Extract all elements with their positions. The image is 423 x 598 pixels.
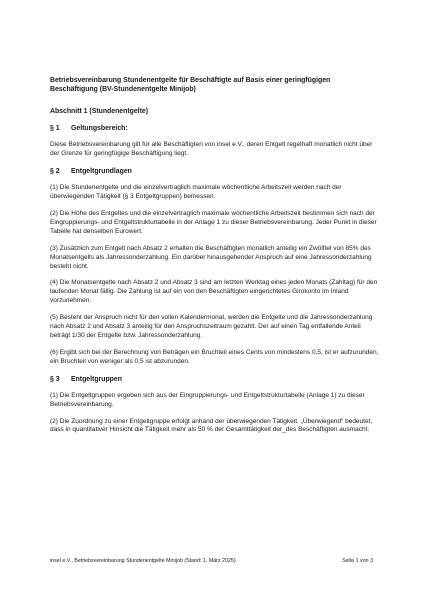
document-body bbox=[50, 76, 380, 443]
page-footer bbox=[50, 558, 373, 565]
footer-document-info: insel e.V., Betriebsvereinbarung Stundenentgelte Minijob (Stand: 1. März 2025) bbox=[50, 558, 236, 564]
section-title: Entgeltgruppen bbox=[71, 375, 122, 383]
paragraph: (3) Zusätzlich zum Entgelt nach Absatz 2 erhalten die Beschäftigten monatlich anteilig ein Zwölftel von 85% des Monatsentgelts als Jahressonderzahlung. Ein darüber hinausgehender Anspruch auf eine Jahressonderzahlung besteht nicht. bbox=[50, 244, 372, 270]
section-heading-1 bbox=[50, 124, 380, 133]
paragraph: (1) Die Entgeltgruppen ergeben sich aus der Eingruppierungs- und Entgeltstrukturtabelle (Anlage 1) zu dieser Betriebsvereinbarung. bbox=[50, 391, 365, 408]
paragraph: (2) Die Höhe des Entgeltes und die einzelvertraglich maximale wöchentliche Arbeitszeit bestimmen sich nach der Eingruppierungs- und Entgeltstrukturtabelle in der Anlage 1 zu dieser Betriebsvereinbarung. Jeder Punkt in dieser Tabelle hat denselben Eurowert. bbox=[50, 210, 377, 235]
paragraph: (5) Besteht der Anspruch nicht für den vollen Kalendermonat, werden die Entgelte und die Jahressonderzahlung nach Absatz 2 und Absatz 3 anteilig für den Anspruchszeitraum gezahlt. Der auf einen Tag entfallende Anteil beträgt 1/30 der Entgelte bzw. Jahressonderzahlung. bbox=[50, 314, 373, 339]
section-heading-3 bbox=[50, 375, 380, 384]
footer-page-number: Seite 1 von 3 bbox=[342, 558, 373, 564]
paragraph: (6) Ergibt sich bei der Berechnung von Beträgen ein Bruchteil eines Cents von mindestens 0,5, ist er aufzurunden, ein Bruchteil von weniger als 0,5 ist abzurunden. bbox=[50, 348, 379, 365]
paragraph: (2) Die Zuordnung zu einer Entgeltgruppe erfolgt anhand der überwiegenden Tätigkeit. „Überwiegend“ bedeutet, dass in quantitativer Hinsicht die Tätigkeit mehr als 50 % der Gesamttätigkeit der_des Beschäftigten ausmacht. bbox=[50, 417, 373, 434]
document-title: Betriebsvereinbarung Stundenentgelte für Beschäftigte auf Basis einer geringfügigen Beschäftigung (BV-Stundenentgelte Minijob) bbox=[50, 77, 331, 94]
paragraph: (4) Die Monatsentgelte nach Absatz 2 und Absatz 3 sind am letzten Werktag eines jeden Monats (Zahltag) für den laufenden Monat fällig. Die Zahlung ist auf ein von den Beschäftigten eingerichtetes Girokonto im Inland vorzunehmen. bbox=[50, 279, 378, 305]
section-title: Geltungsbereich: bbox=[71, 125, 128, 133]
section-number: § 2 bbox=[50, 168, 60, 176]
abschnitt-heading: Abschnitt 1 (Stundenentgelte) bbox=[50, 108, 148, 116]
section-number: § 1 bbox=[50, 125, 60, 133]
section-title: Entgeltgrundlagen bbox=[71, 168, 132, 176]
section-heading-2 bbox=[50, 167, 380, 176]
paragraph: (1) Die Stundenentgelte und die einzelvertraglich maximale wöchentliche Arbeitszeit werden nach der überwiegenden Tätigkeit (§ 3 Entgeltgruppen) bemessen. bbox=[50, 184, 342, 201]
section-number: § 3 bbox=[50, 375, 60, 383]
paragraph: Diese Betriebsvereinbarung gilt für alle Beschäftigten von insel e.V., deren Entgelt regelhaft monatlich nicht über der Grenze für geringfügige Beschäftigung liegt. bbox=[50, 141, 373, 158]
